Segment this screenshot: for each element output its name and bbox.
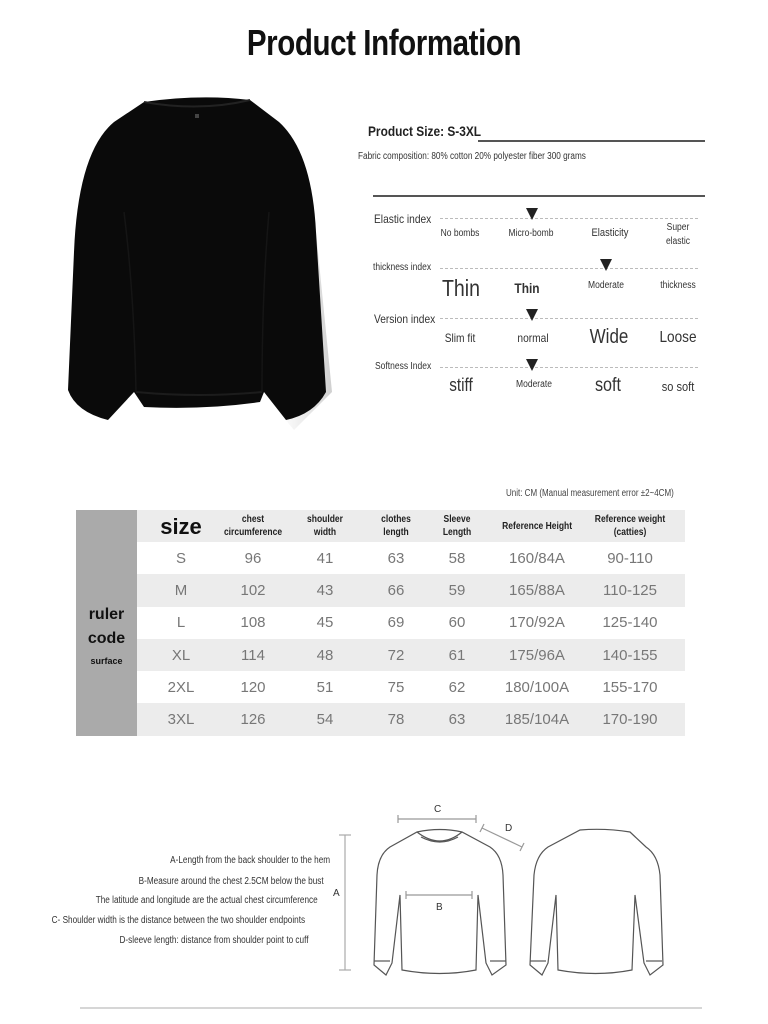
note-b-detail: The latitude and longitude are the actual chest circumference <box>96 895 318 906</box>
table-cell: 48 <box>316 646 334 664</box>
table-cell: 60 <box>448 614 466 632</box>
thickness-option: thickness <box>660 280 696 291</box>
size-chart-table <box>137 510 685 736</box>
version-index-scale <box>440 318 698 319</box>
fabric-composition: Fabric composition: 80% cotton 20% polyester fiber 300 grams <box>358 151 586 162</box>
table-row <box>137 671 685 703</box>
elastic-index-marker-icon <box>526 208 538 220</box>
table-cell: 108 <box>240 614 266 632</box>
note-b: B-Measure around the chest 2.5CM below the bust <box>138 876 324 887</box>
table-cell: 114 <box>241 646 265 664</box>
unit-note: Unit: CM (Manual measurement error ±2~4CM) <box>506 488 674 499</box>
table-cell: 59 <box>448 581 466 599</box>
table-cell: 155-170 <box>602 678 658 696</box>
header-text: Sleeve Length <box>442 514 472 538</box>
table-cell: 90-110 <box>607 549 653 567</box>
label-d: D <box>505 823 513 834</box>
table-row <box>137 607 685 639</box>
table-cell: 78 <box>387 711 405 729</box>
table-cell: 63 <box>387 549 405 567</box>
label-a: A <box>333 888 340 899</box>
header-shoulder <box>297 510 353 542</box>
table-cell: 61 <box>448 646 466 664</box>
header-length <box>367 510 425 542</box>
ruler-label-line: surface <box>90 656 123 666</box>
header-text: Reference weight (catties) <box>594 514 666 538</box>
softness-option: stiff <box>449 375 473 395</box>
table-cell: 185/104A <box>504 711 570 729</box>
divider <box>373 195 705 197</box>
product-image <box>64 92 336 432</box>
table-cell: 160/84A <box>509 549 565 567</box>
table-cell: 75 <box>387 678 405 696</box>
product-size-label: Product Size: S-3XL <box>368 123 482 139</box>
version-option: Slim fit <box>444 331 476 345</box>
version-option: Loose <box>659 329 697 346</box>
size-cell: 3XL <box>167 711 195 729</box>
page-title: Product Information <box>246 22 522 63</box>
table-cell: 69 <box>387 614 405 632</box>
table-cell: 66 <box>387 581 405 599</box>
table-cell: 72 <box>387 646 405 664</box>
table-row <box>137 703 685 735</box>
size-cell: M <box>174 581 188 599</box>
version-option: normal <box>517 331 549 345</box>
table-cell: 43 <box>316 581 334 599</box>
divider <box>478 140 705 142</box>
ruler-label-line: code <box>87 630 126 647</box>
header-chest <box>215 510 291 542</box>
thickness-option: Thin <box>441 275 481 301</box>
table-cell: 165/88A <box>509 581 565 599</box>
header-ref-height <box>489 510 585 542</box>
softness-index-scale <box>440 367 698 368</box>
header-text: clothes length <box>381 514 411 538</box>
table-row <box>137 639 685 671</box>
table-cell: 58 <box>448 549 466 567</box>
ruler-code-label <box>76 510 137 736</box>
divider <box>80 1007 702 1009</box>
thickness-index-marker-icon <box>600 259 612 271</box>
version-index-label: Version index <box>374 312 436 326</box>
table-body <box>137 542 685 736</box>
table-cell: 62 <box>448 678 466 696</box>
size-cell: L <box>176 614 186 632</box>
header-sleeve <box>431 510 483 542</box>
header-text: Reference Height <box>502 520 572 532</box>
thickness-index-label: thickness index <box>373 262 432 273</box>
softness-index-label: Softness Index <box>375 361 432 372</box>
note-c: C- Shoulder width is the distance between the two shoulder endpoints <box>51 915 305 926</box>
header-text: chest circumference <box>223 514 283 538</box>
softness-option: Moderate <box>516 379 552 390</box>
version-index-marker-icon <box>526 309 538 321</box>
softness-index-marker-icon <box>526 359 538 371</box>
elastic-option: No bombs <box>440 228 480 239</box>
table-cell: 110-125 <box>603 581 657 599</box>
table-cell: 180/100A <box>504 678 570 696</box>
softness-option: so soft <box>661 379 695 394</box>
version-option: Wide <box>589 326 629 348</box>
table-cell: 63 <box>448 711 466 729</box>
thickness-option: Moderate <box>588 280 624 291</box>
size-cell: XL <box>171 646 191 664</box>
elastic-option: Elasticity <box>591 227 629 239</box>
table-cell: 125-140 <box>602 614 658 632</box>
table-cell: 45 <box>316 614 334 632</box>
ruler-label-line: ruler <box>88 606 125 623</box>
table-cell: 170-190 <box>602 711 658 729</box>
header-size: size <box>160 513 202 539</box>
elastic-index-scale <box>440 218 698 219</box>
thickness-index-scale <box>440 268 698 269</box>
softness-option: soft <box>594 375 622 396</box>
table-cell: 126 <box>240 711 266 729</box>
elastic-index-label: Elastic index <box>374 212 432 226</box>
label-b: B <box>436 902 443 913</box>
header-text: shoulder width <box>307 514 343 538</box>
table-cell: 51 <box>316 678 334 696</box>
table-cell: 54 <box>316 711 334 729</box>
note-a: A-Length from the back shoulder to the hem <box>169 855 330 866</box>
elastic-option: Super elastic <box>665 222 691 247</box>
table-header <box>137 510 685 542</box>
size-cell: 2XL <box>167 678 195 696</box>
table-cell: 170/92A <box>509 614 565 632</box>
elastic-option: Micro-bomb <box>508 228 554 239</box>
table-cell: 96 <box>244 549 262 567</box>
table-cell: 102 <box>240 581 266 599</box>
note-d: D-sleeve length: distance from shoulder point to cuff <box>118 935 308 946</box>
size-cell: S <box>175 549 186 567</box>
label-c: C <box>434 804 442 815</box>
table-cell: 41 <box>316 549 334 567</box>
header-ref-weight <box>575 510 685 542</box>
table-cell: 175/96A <box>509 646 565 664</box>
thickness-option: Thin <box>514 280 540 296</box>
table-row <box>137 574 685 606</box>
table-row <box>137 542 685 574</box>
table-cell: 120 <box>240 678 266 696</box>
measurement-diagram <box>330 795 690 995</box>
table-cell: 140-155 <box>602 646 658 664</box>
